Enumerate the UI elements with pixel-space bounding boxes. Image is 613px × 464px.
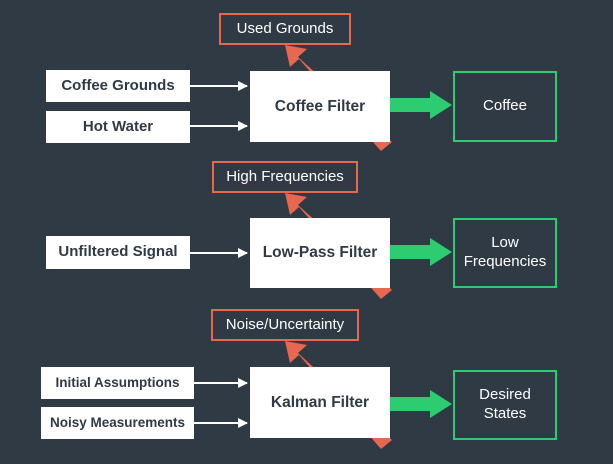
input-noisy-measurements: Noisy Measurements [41, 407, 194, 439]
input-coffee-grounds: Coffee Grounds [46, 70, 190, 102]
filter-low-pass: Low-Pass Filter [250, 218, 390, 288]
waste-box-used-grounds: Used Grounds [219, 13, 351, 45]
output-desired-states: Desired States [453, 370, 557, 440]
waste-box-high-frequencies: High Frequencies [212, 161, 358, 193]
output-coffee: Coffee [453, 71, 557, 142]
waste-box-noise-uncertainty: Noise/Uncertainty [211, 309, 359, 341]
filter-coffee: Coffee Filter [250, 71, 390, 142]
input-initial-assumptions: Initial Assumptions [41, 367, 194, 399]
input-hot-water: Hot Water [46, 111, 190, 143]
output-arrow [389, 390, 452, 418]
input-unfiltered-signal: Unfiltered Signal [46, 236, 190, 269]
output-low-frequencies: Low Frequencies [453, 218, 557, 288]
output-arrow [389, 238, 452, 266]
output-arrow [389, 91, 452, 119]
filter-kalman: Kalman Filter [250, 367, 390, 438]
